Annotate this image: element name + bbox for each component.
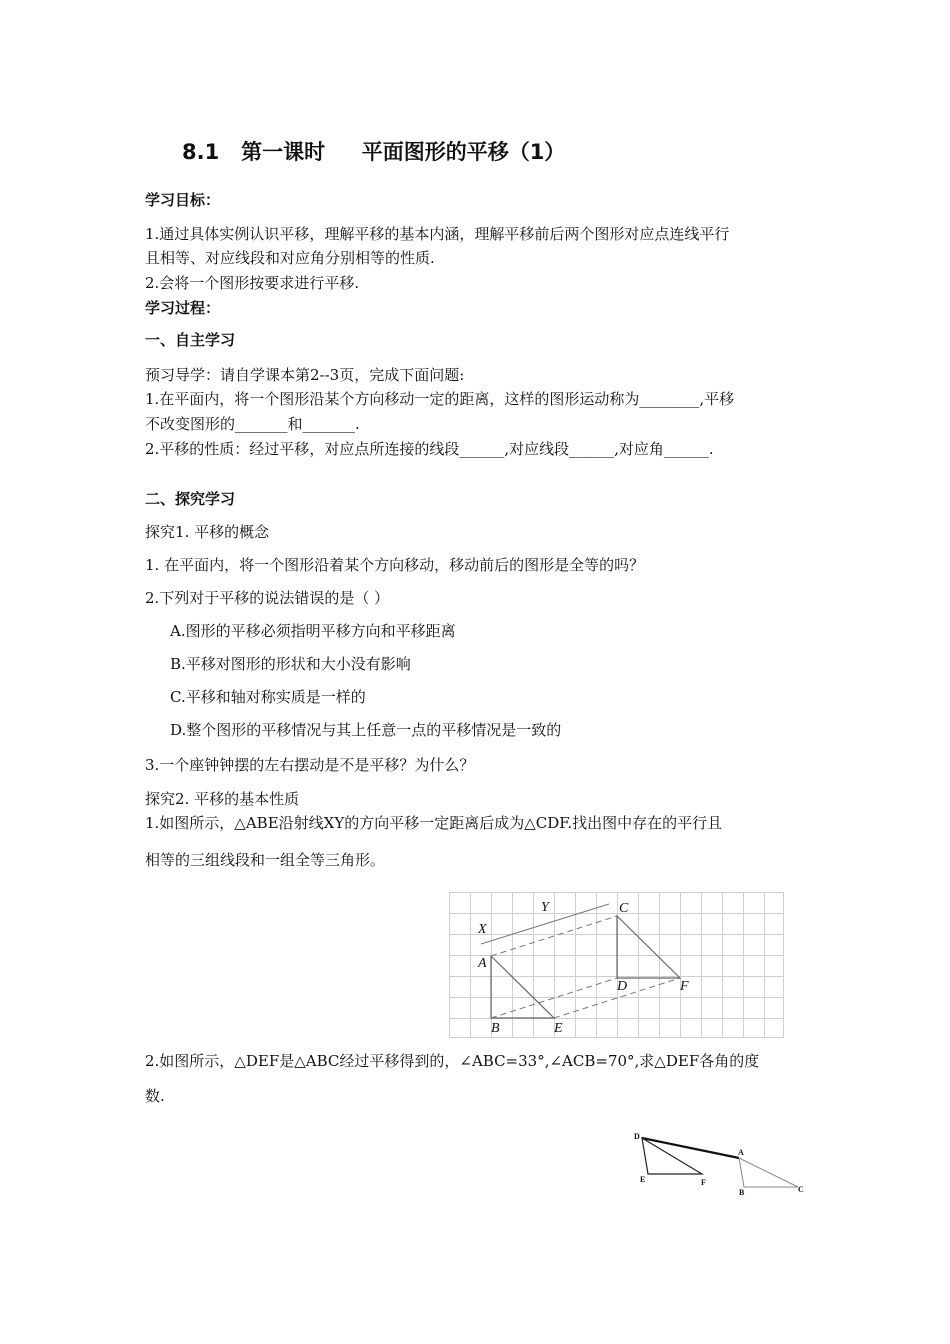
translation-figure-grid [449,892,785,1040]
explore2-q1-line-2: 相等的三组线段和一组全等三角形。 [145,851,386,869]
label-c: C [798,1185,804,1194]
segment-da [642,1138,739,1158]
translation-figure-triangles [630,1126,810,1202]
objectives-heading: 学习目标： [145,191,221,209]
option-d: D.整个图形的平移情况与其上任意一点的平移情况是一致的 [170,721,562,739]
label-d: D [617,979,628,994]
objective-2: 2.会将一个图形按要求进行平移. [145,274,360,292]
triangle-cdf [617,916,680,978]
objective-1-line-2: 且相等、对应线段和对应角分别相等的性质. [145,249,435,267]
explore2-q2-line-1: 2.如图所示，△DEF是△ABC经过平移得到的，∠ABC=33°,∠ACB=70°,求△DEF各角的度 [145,1052,760,1070]
label-c: C [619,901,629,916]
explore2-heading: 探究2. 平移的基本性质 [145,790,300,808]
label-x: X [478,922,487,937]
correspondence-dashed-lines [491,916,680,1018]
page-title: 8.1 第一课时 平面图形的平移（1） [182,140,566,164]
preview-q1-line-1: 1.在平面内，将一个图形沿某个方向移动一定的距离，这样的图形运动称为________,平移 [145,390,735,408]
option-c: C.平移和轴对称实质是一样的 [170,688,366,706]
explore1-heading: 探究1. 平移的概念 [145,523,270,541]
explore1-q1: 1. 在平面内，将一个图形沿着某个方向移动，移动前后的图形是全等的吗？ [145,556,645,574]
preview-intro: 预习导学：请自学课本第2--3页，完成下面问题: [145,366,465,384]
label-f: F [680,979,689,994]
label-e: E [554,1021,563,1036]
triangle-abe [491,956,554,1018]
label-a: A [738,1148,744,1157]
explore1-q3: 3.一个座钟钟摆的左右摆动是不是平移？为什么？ [145,756,475,774]
label-d: D [634,1132,640,1141]
explore2-q1-line-1: 1.如图所示，△ABE沿射线XY的方向平移一定距离后成为△CDF.找出图中存在的平行且 [145,814,723,832]
objective-1-line-1: 1.通过具体实例认识平移，理解平移的基本内涵，理解平移前后两个图形对应点连线平行 [145,225,730,243]
section1-heading: 一、自主学习 [145,331,236,349]
option-b: B.平移对图形的形状和大小没有影响 [170,655,411,673]
label-b: B [491,1021,500,1036]
preview-q2: 2.平移的性质：经过平移，对应点所连接的线段______,对应线段______,对应角______. [145,440,714,458]
label-f: F [701,1178,706,1187]
label-e: E [640,1175,646,1184]
section2-heading: 二、探究学习 [145,490,236,508]
explore2-q2-line-2: 数. [145,1087,165,1105]
option-a: A.图形的平移必须指明平移方向和平移距离 [170,622,456,640]
process-heading: 学习过程： [145,299,221,317]
explore1-q2: 2.下列对于平移的说法错误的是（ ） [145,589,390,607]
label-y: Y [541,900,549,915]
triangle-abc [739,1158,798,1187]
preview-q1-line-2: 不改变图形的_______和_______. [145,415,360,433]
label-b: B [739,1188,745,1197]
label-a: A [478,956,487,971]
